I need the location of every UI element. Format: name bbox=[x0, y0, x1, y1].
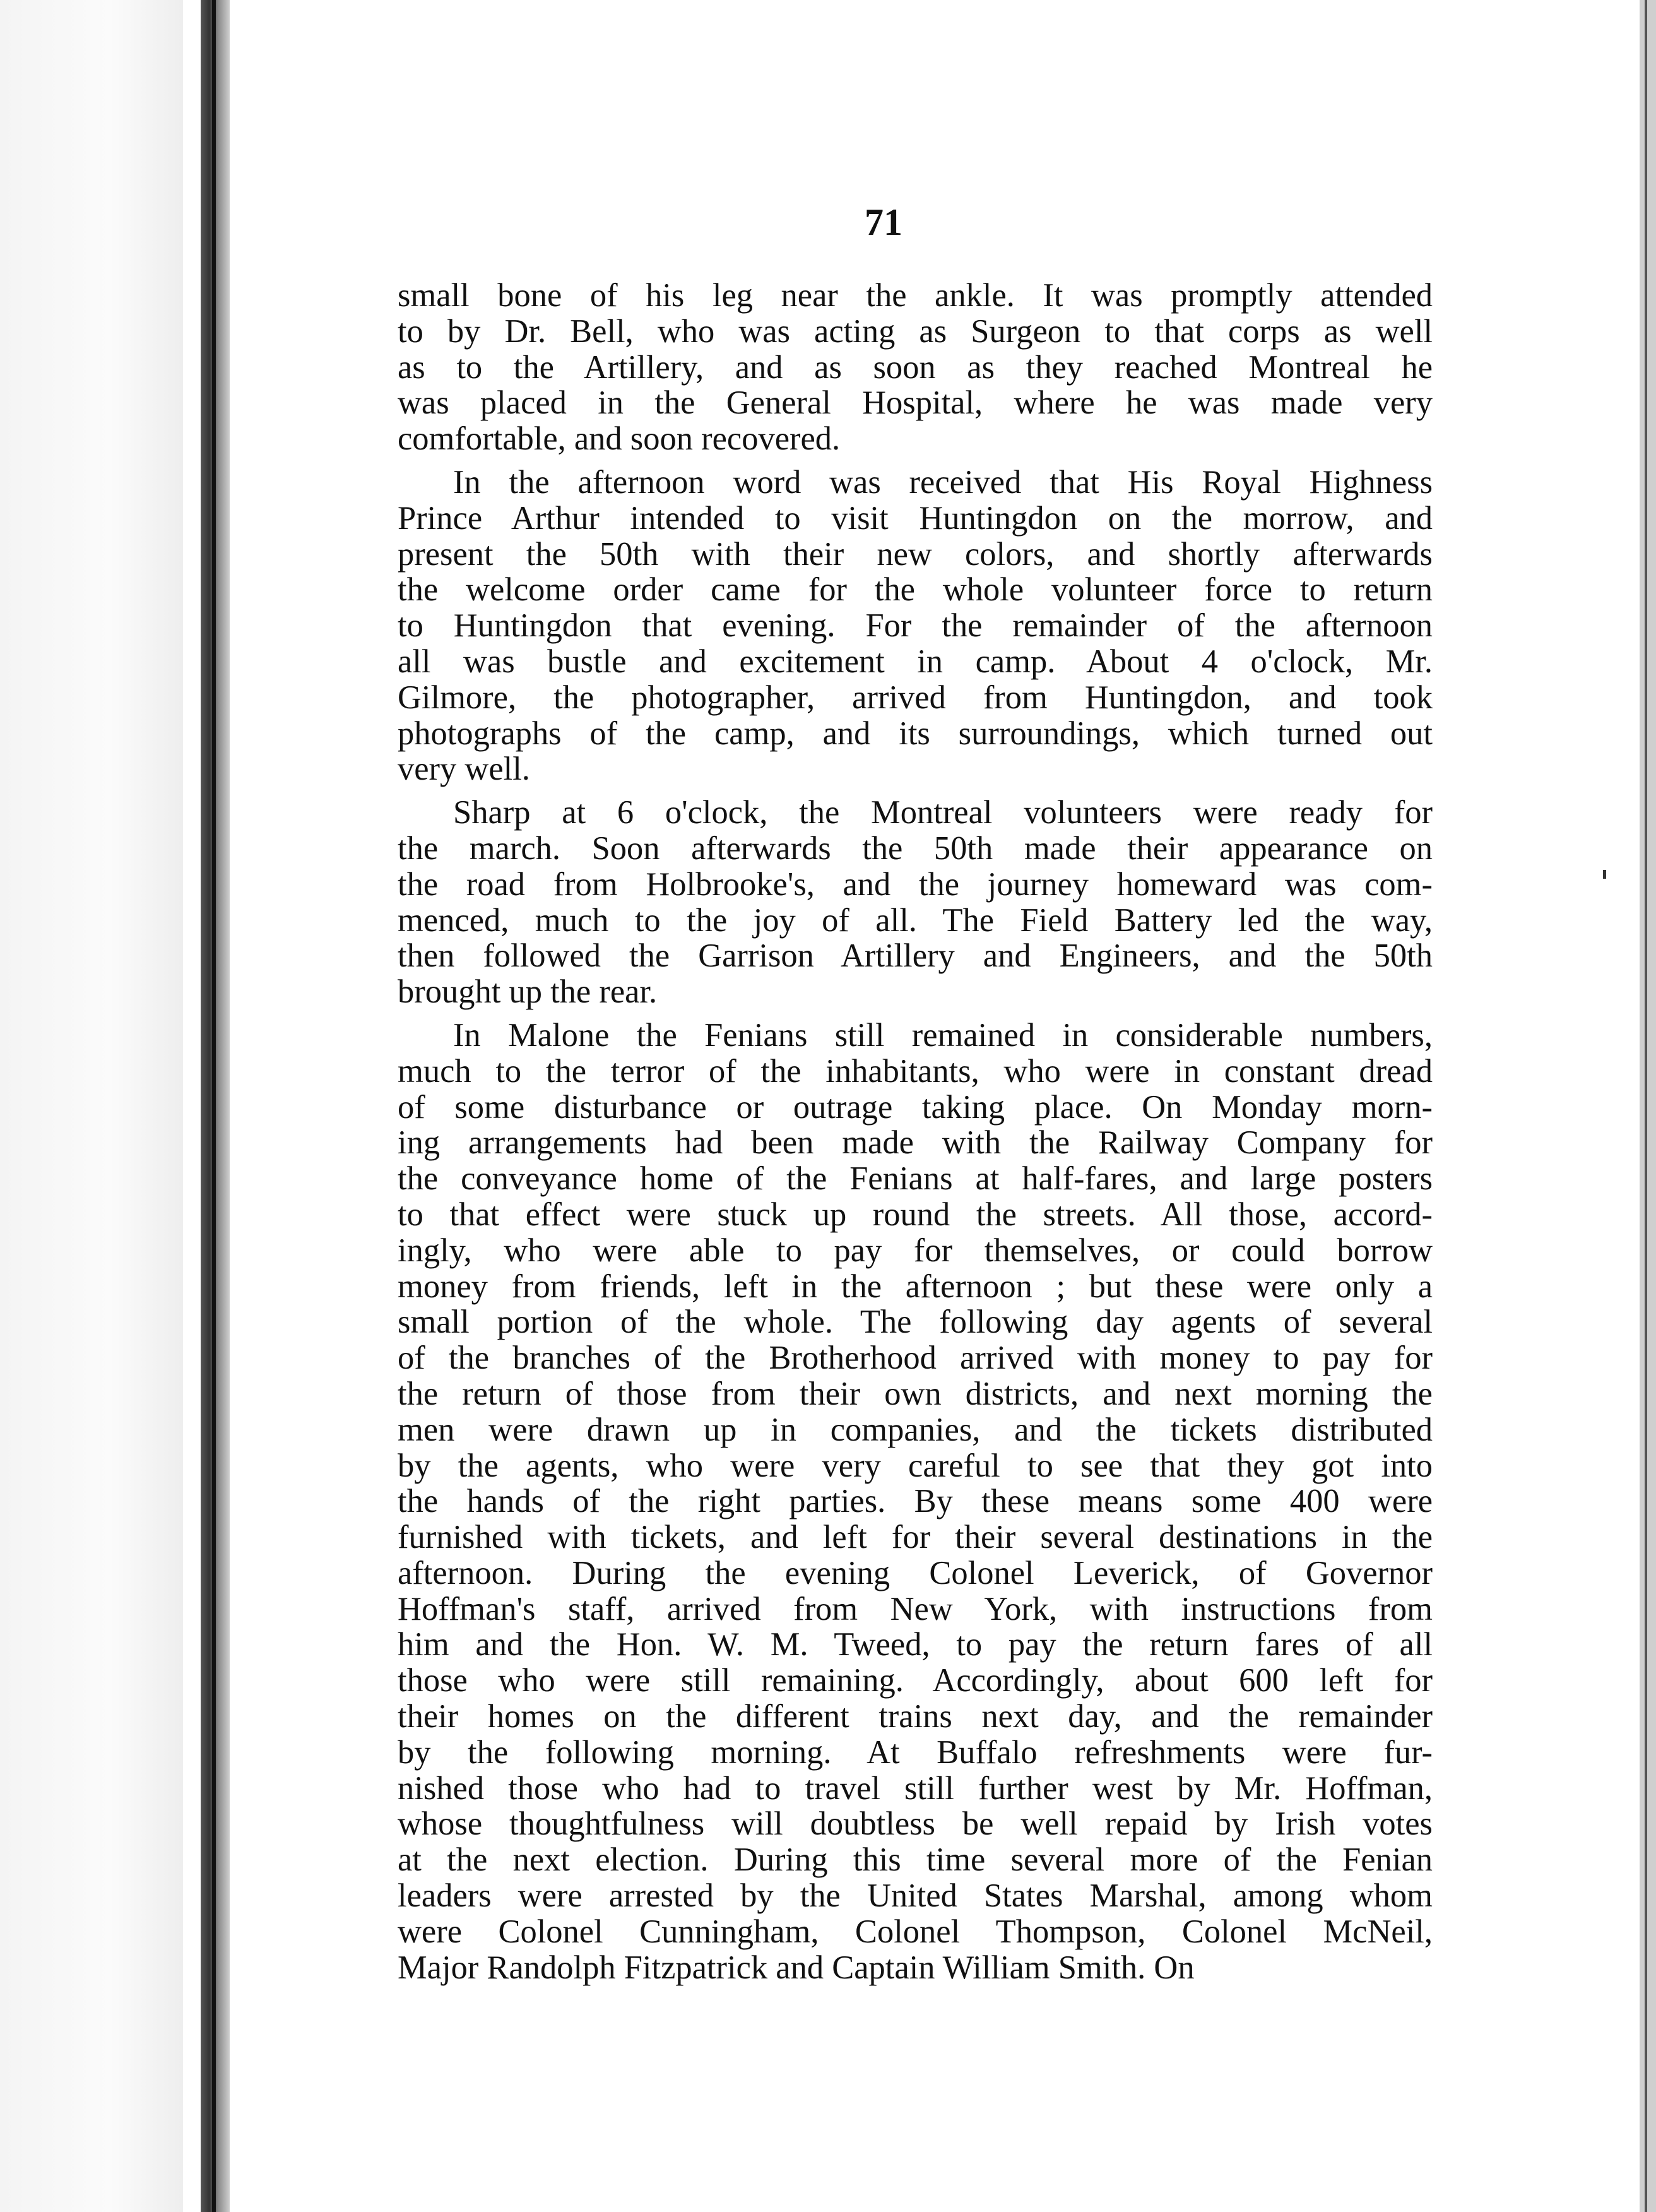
text-line: leaders were arrested by the United States Marshal, among whom bbox=[398, 1877, 1433, 1915]
right-edge-line bbox=[1645, 0, 1647, 2212]
text-line: by the agents, who were very careful to see that they got into bbox=[398, 1447, 1433, 1484]
text-line: to by Dr. Bell, who was acting as Surgeon to that corps as well bbox=[398, 312, 1433, 350]
text-line: whose thoughtfulness will doubtless be well repaid by Irish votes bbox=[398, 1805, 1433, 1843]
text-line: present the 50th with their new colors, and shortly afterwards bbox=[398, 535, 1433, 573]
margin-mark bbox=[1603, 870, 1606, 879]
text-line: were Colonel Cunningham, Colonel Thompson, Colonel McNeil, bbox=[398, 1913, 1433, 1950]
text-line: comfortable, and soon recovered. bbox=[398, 420, 841, 458]
text-line: their homes on the different trains next day, and the remainder bbox=[398, 1698, 1433, 1735]
text-line: Major Randolph Fitzpatrick and Captain William Smith. On bbox=[398, 1949, 1195, 1986]
text-line: as to the Artillery, and as soon as they reached Montreal he bbox=[398, 348, 1433, 386]
text-line: men were drawn up in companies, and the tickets distributed bbox=[398, 1411, 1433, 1448]
text-line: him and the Hon. W. M. Tweed, to pay the return fares of all bbox=[398, 1626, 1433, 1663]
text-line: Sharp at 6 o'clock, the Montreal volunteers were ready for bbox=[453, 794, 1433, 831]
text-line: menced, much to the joy of all. The Field Battery led the way, bbox=[398, 901, 1433, 939]
text-line: afternoon. During the evening Colonel Leverick, of Governor bbox=[398, 1554, 1433, 1591]
text-line: furnished with tickets, and left for their several destinations in the bbox=[398, 1519, 1433, 1556]
text-line: then followed the Garrison Artillery and Engineers, and the 50th bbox=[398, 937, 1433, 975]
text-line: all was bustle and excitement in camp. About 4 o'clock, Mr. bbox=[398, 643, 1433, 680]
right-page-edge bbox=[1640, 0, 1656, 2212]
text-line: small portion of the whole. The following day agents of several bbox=[398, 1304, 1433, 1341]
text-line: of the branches of the Brotherhood arrived with money to pay for bbox=[398, 1340, 1433, 1377]
facing-page-edge bbox=[0, 0, 183, 2212]
text-line: Gilmore, the photographer, arrived from Huntingdon, and took bbox=[398, 679, 1433, 716]
text-line: money from friends, left in the afternoon ; but these were only a bbox=[398, 1268, 1433, 1305]
text-line: at the next election. During this time several more of the Fenian bbox=[398, 1841, 1433, 1879]
text-line: Hoffman's staff, arrived from New York, with instructions from bbox=[398, 1590, 1433, 1627]
text-line: the hands of the right parties. By these means some 400 were bbox=[398, 1483, 1433, 1520]
gutter-shadow-line bbox=[212, 0, 216, 2212]
text-line: those who were still remaining. Accordingly, about 600 left for bbox=[398, 1662, 1433, 1699]
paragraph bbox=[398, 465, 1433, 787]
text-line: ingly, who were able to pay for themselves, or could borrow bbox=[398, 1232, 1433, 1269]
text-line: Prince Arthur intended to visit Huntingdon on the morrow, and bbox=[398, 499, 1433, 537]
text-line: the road from Holbrooke's, and the journey homeward was com- bbox=[398, 865, 1433, 903]
paragraph bbox=[398, 795, 1433, 1010]
text-line: was placed in the General Hospital, where he was made very bbox=[398, 384, 1433, 422]
text-line: photographs of the camp, and its surroundings, which turned out bbox=[398, 715, 1433, 752]
body-text bbox=[398, 278, 1433, 1993]
text-line: In Malone the Fenians still remained in considerable numbers, bbox=[453, 1016, 1433, 1054]
text-line: to that effect were stuck up round the streets. All those, accord- bbox=[398, 1196, 1433, 1233]
text-line: by the following morning. At Buffalo refreshments were fur- bbox=[398, 1733, 1433, 1771]
text-line: of some disturbance or outrage taking place. On Monday morn- bbox=[398, 1088, 1433, 1126]
paragraph bbox=[398, 278, 1433, 457]
text-line: to Huntingdon that evening. For the remainder of the afternoon bbox=[398, 607, 1433, 645]
text-line: very well. bbox=[398, 751, 530, 788]
text-line: brought up the rear. bbox=[398, 973, 658, 1011]
text-line: the conveyance home of the Fenians at half-fares, and large posters bbox=[398, 1160, 1433, 1198]
text-line: the welcome order came for the whole volunteer force to return bbox=[398, 571, 1433, 609]
text-line: the march. Soon afterwards the 50th made their appearance on bbox=[398, 830, 1433, 867]
text-line: In the afternoon word was received that His Royal Highness bbox=[453, 463, 1433, 501]
text-line: ing arrangements had been made with the Railway Company for bbox=[398, 1124, 1433, 1162]
text-line: small bone of his leg near the ankle. It was promptly attended bbox=[398, 277, 1433, 314]
text-line: the return of those from their own districts, and next morning the bbox=[398, 1375, 1433, 1412]
text-line: much to the terror of the inhabitants, who were in constant dread bbox=[398, 1052, 1433, 1090]
text-line: nished those who had to travel still further west by Mr. Hoffman, bbox=[398, 1769, 1433, 1807]
page-number: 71 bbox=[865, 201, 902, 243]
paragraph bbox=[398, 1018, 1433, 1986]
